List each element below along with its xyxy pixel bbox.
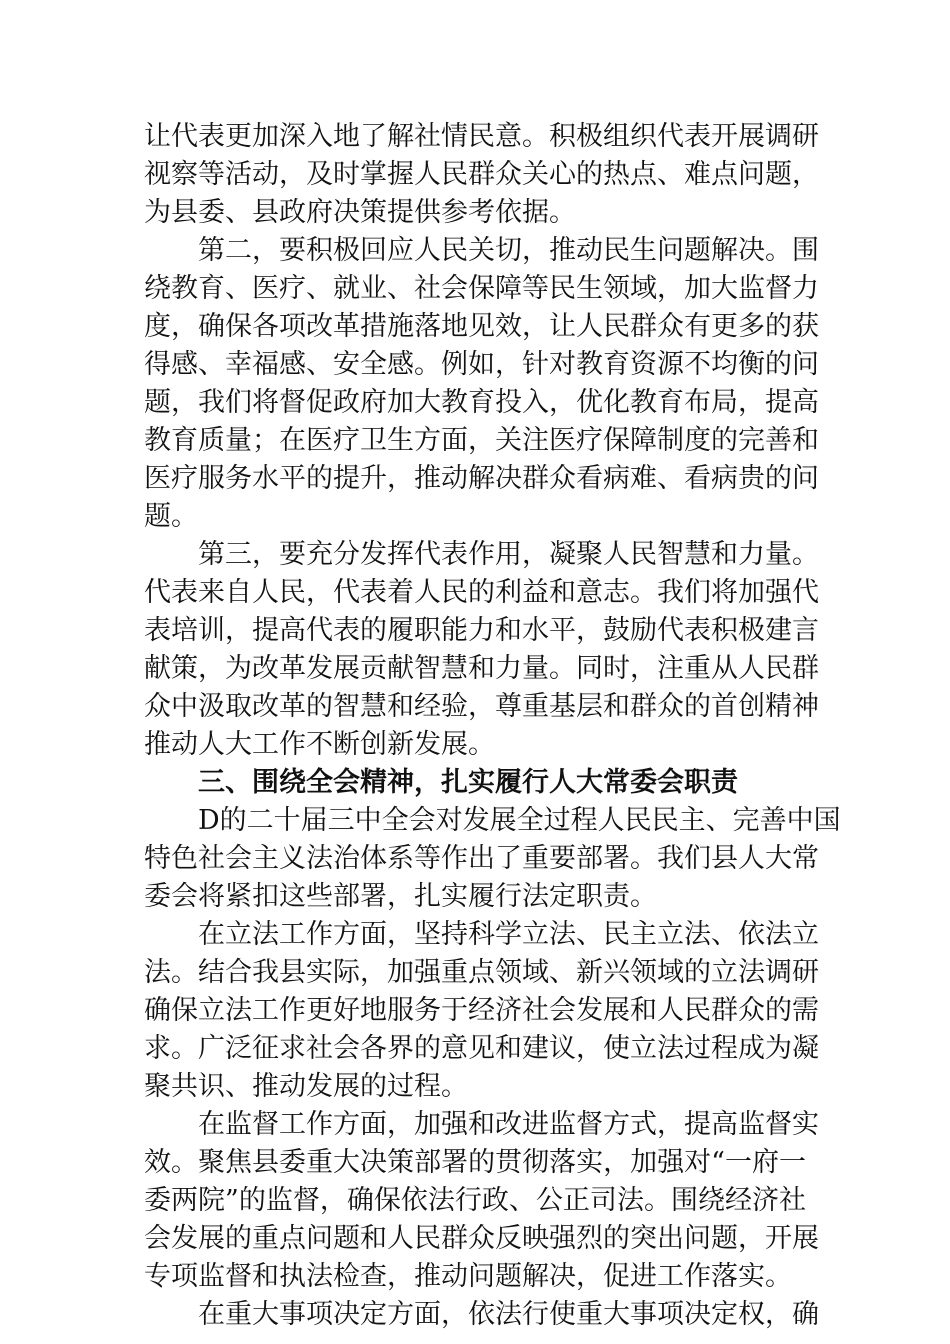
body-text-line: 得感、幸福感、安全感。例如，针对教育资源不均衡的问	[144, 349, 819, 380]
body-text-line: 聚共识、推动发展的过程。	[144, 1071, 468, 1102]
body-text-line: 委两院”的监督，确保依法行政、公正司法。围绕经济社	[144, 1185, 806, 1216]
body-text-line: 会发展的重点问题和人民群众反映强烈的突出问题，开展	[144, 1223, 819, 1254]
body-text-line: 众中汲取改革的智慧和经验，尊重基层和群众的首创精神	[144, 691, 819, 722]
paragraph-first-line: 在监督工作方面，加强和改进监督方式，提高监督实	[198, 1109, 819, 1140]
body-text-line: 题。	[144, 501, 198, 532]
paragraph-first-line: 第三，要充分发挥代表作用，凝聚人民智慧和力量。	[198, 539, 819, 570]
body-text-line: 确保立法工作更好地服务于经济社会发展和人民群众的需	[144, 995, 819, 1026]
paragraph-first-line: D的二十届三中全会对发展全过程人民民主、完善中国	[198, 805, 841, 836]
body-text-line: 视察等活动，及时掌握人民群众关心的热点、难点问题，	[144, 159, 819, 190]
paragraph-first-line: 在重大事项决定方面，依法行使重大事项决定权，确	[198, 1299, 819, 1330]
body-text-line: 推动人大工作不断创新发展。	[144, 729, 495, 760]
body-text-line: 求。广泛征求社会各界的意见和建议，使立法过程成为凝	[144, 1033, 819, 1064]
section-heading: 三、围绕全会精神，扎实履行人大常委会职责	[198, 767, 738, 798]
body-text-line: 表培训，提高代表的履职能力和水平，鼓励代表积极建言	[144, 615, 819, 646]
body-text-line: 度，确保各项改革措施落地见效，让人民群众有更多的获	[144, 311, 819, 342]
body-text-line: 献策，为改革发展贡献智慧和力量。同时，注重从人民群	[144, 653, 819, 684]
body-text-line: 绕教育、医疗、就业、社会保障等民生领域，加大监督力	[144, 273, 819, 304]
body-text-line: 教育质量；在医疗卫生方面，关注医疗保障制度的完善和	[144, 425, 819, 456]
body-text-line: 让代表更加深入地了解社情民意。积极组织代表开展调研	[144, 121, 819, 152]
paragraph-first-line: 第二，要积极回应人民关切，推动民生问题解决。围	[198, 235, 819, 266]
body-text-line: 专项监督和执法检查，推动问题解决，促进工作落实。	[144, 1261, 792, 1292]
body-text-line: 医疗服务水平的提升，推动解决群众看病难、看病贵的问	[144, 463, 819, 494]
body-text-line: 代表来自人民，代表着人民的利益和意志。我们将加强代	[144, 577, 819, 608]
paragraph-first-line: 在立法工作方面，坚持科学立法、民主立法、依法立	[198, 919, 819, 950]
body-text-line: 法。结合我县实际，加强重点领域、新兴领域的立法调研	[144, 957, 819, 988]
body-text-line: 题，我们将督促政府加大教育投入，优化教育布局，提高	[144, 387, 819, 418]
body-text-line: 委会将紧扣这些部署，扎实履行法定职责。	[144, 881, 657, 912]
body-text-line: 特色社会主义法治体系等作出了重要部署。我们县人大常	[144, 843, 819, 874]
body-text-line: 效。聚焦县委重大决策部署的贯彻落实，加强对“一府一	[144, 1147, 806, 1178]
body-text-line: 为县委、县政府决策提供参考依据。	[144, 197, 576, 228]
